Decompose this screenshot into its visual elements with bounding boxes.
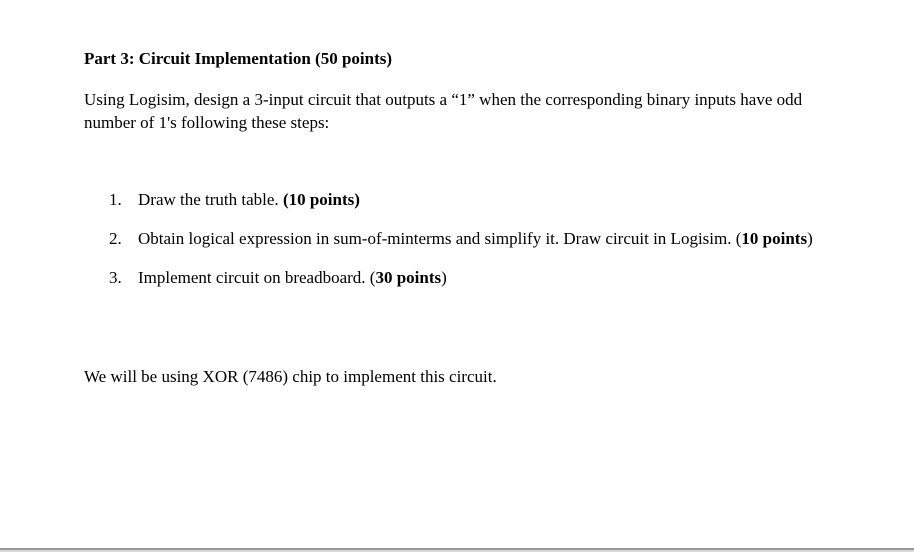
intro-paragraph: Using Logisim, design a 3-input circuit that outputs a “1” when the corresponding binary inputs have odd number of 1's following these steps: — [84, 90, 803, 132]
step-number: 3. — [109, 268, 122, 287]
step-text: Implement circuit on breadboard. ( — [138, 268, 376, 287]
step-points: 30 points — [375, 268, 442, 287]
step-item-3 — [109, 266, 829, 289]
step-text: Obtain logical expression in sum-of-minterms and simplify it. Draw circuit in Logisim. ( — [138, 229, 742, 248]
footer-paragraph: We will be using XOR (7486) chip to implement this circuit. — [84, 367, 497, 386]
step-points: 10 points — [741, 229, 808, 248]
steps-list — [109, 188, 829, 289]
step-item-2 — [109, 227, 829, 250]
step-points-close: ) — [441, 268, 447, 287]
step-text: Draw the truth table. — [138, 190, 283, 209]
step-points: (10 points) — [282, 190, 360, 209]
step-points-close: ) — [807, 229, 813, 248]
step-number: 1. — [109, 190, 122, 209]
section-heading: Part 3: Circuit Implementation (50 points) — [84, 49, 393, 68]
step-number: 2. — [109, 229, 122, 248]
step-item-1 — [109, 188, 829, 211]
